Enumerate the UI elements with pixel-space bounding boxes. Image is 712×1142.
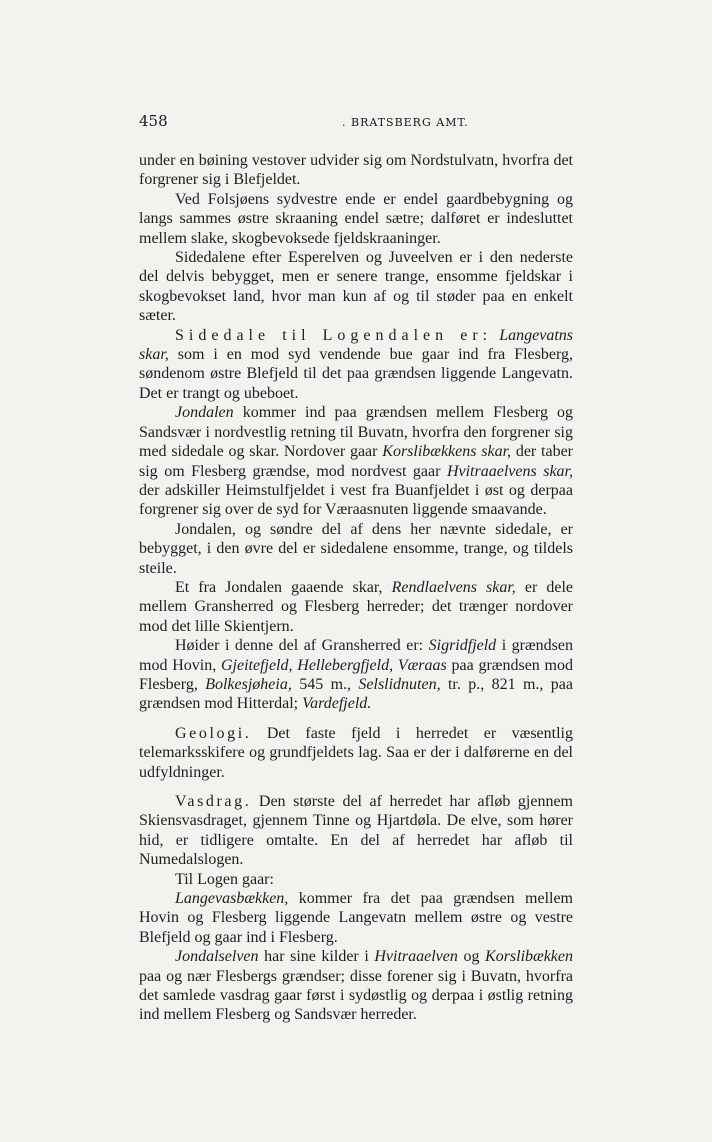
paragraph <box>139 889 573 947</box>
paragraph <box>139 403 573 519</box>
spaced-heading: Geologi. <box>175 724 252 742</box>
text-run: tr. p., 821 m., paa grændsen mod Hitterdal; <box>139 675 573 713</box>
italic-place-name: Jondalselven <box>175 948 259 966</box>
paragraph <box>139 636 573 714</box>
paragraph <box>139 190 573 248</box>
italic-place-name: Gjeitefjeld, Hellebergfjeld, Væraas <box>220 656 447 674</box>
page-header <box>139 112 574 134</box>
italic-place-name: Hvitraaelvens skar, <box>446 462 573 480</box>
text-run: paa og nær Flesbergs grændser; disse forener sig i Buvatn, hvorfra det samlede vasdrag gaar først i sydøstlig og derpaa i østlig retning ind mellem Flesberg og Sandsvær herreder. <box>139 967 573 1024</box>
text-run: kommer ind paa grændsen mellem Flesberg og Sandsvær i nordvestlig retning til Buvatn, hvorfra den forgrener sig med sidedale og skar. Nordover gaar <box>139 404 573 461</box>
text-run: der adskiller Heimstulfjeldet i vest fra Buanfjeldet i øst og derpaa forgrener sig over de syd for Væraasnuten liggende smaavande. <box>139 481 573 519</box>
italic-place-name: Selslidnuten, <box>358 675 441 693</box>
text-run: paa grændsen mod Flesberg, <box>139 656 574 693</box>
paragraph <box>139 947 573 1025</box>
italic-place-name: Langevasbækken, <box>175 890 289 908</box>
text-run: under en bøining vestover udvider sig om Nordstulvatn, hvorfra det forgrener sig i Blefjeldet. <box>139 152 573 189</box>
spaced-heading: Sidedale til Logendalen er: <box>175 326 493 344</box>
spaced-heading: Vasdrag. <box>175 793 252 810</box>
italic-place-name: Sigridfjeld <box>428 637 497 655</box>
text-run: Høider i denne del af Gransherred er: <box>175 637 429 655</box>
running-head: . BRATSBERG AMT. <box>342 116 469 129</box>
text-run: der taber sig om Flesberg grændse, mod nordvest gaar <box>139 443 574 480</box>
italic-place-name: Bolkesjøheia, <box>205 675 292 693</box>
text-run: Den største del af herredet har afløb gjennem Skiensvasdraget, gjennem Tinne og Hjartdøla. De elve, som hører hid, er tidligere omtalte. En del af herredet har afløb til Numedalslogen. <box>139 793 573 869</box>
paragraph-vasdrag <box>139 792 573 870</box>
text-run: Sidedalene efter Esperelven og Juveelven er i den nederste del delvis bebygget, men er senere trange, ensomme fjeldskar i skogbevokset land, hvor man kun af og til støder paa en enkelt sæter. <box>139 249 573 325</box>
paragraph <box>139 520 573 578</box>
italic-place-name: Korslibækken <box>485 948 574 966</box>
text-run: og <box>457 948 486 966</box>
paragraph <box>139 870 573 889</box>
page-number: 458 <box>139 112 168 130</box>
text-run: Jondalen, og søndre del af dens her nævnte sidedale, er bebygget, i den øvre del er sidedalene ensomme, trange, og tildels steile. <box>139 520 573 577</box>
text-run: i grændsen mod Hovin, <box>139 637 573 674</box>
paragraph <box>139 151 573 190</box>
text-run: Et fra Jondalen gaaende skar, <box>175 578 392 596</box>
italic-place-name: Korslibækkens skar, <box>382 443 512 461</box>
italic-place-name: Vardefjeld. <box>302 695 372 713</box>
italic-place-name: Langevatns skar, <box>139 326 574 364</box>
italic-place-name: Jondalen <box>175 404 234 422</box>
text-run: er dele mellem Gransherred og Flesberg herreder; det trænger nordover mod det lille Skientjern. <box>139 578 573 635</box>
paragraph-geology <box>139 724 573 782</box>
text-run: Til Logen gaar: <box>175 870 274 888</box>
paragraph <box>139 326 573 404</box>
text-run: kommer fra det paa grændsen mellem Hovin og Flesberg liggende Langevatn mellem østre og vestre Blefjeld og gaar ind i Flesberg. <box>139 890 573 946</box>
paragraph <box>139 248 573 326</box>
text-run: Det faste fjeld i herredet er væsentlig telemarksskifere og grundfjeldets lag. Saa er der i dalførerne en del udfyldninger. <box>139 724 573 781</box>
text-run: som i en mod syd vendende bue gaar ind fra Flesberg, søndenom østre Blefjeld til det paa grændsen liggende Langevatn. Det er trangt og ubeboet. <box>139 346 573 402</box>
paragraph <box>139 578 573 636</box>
body-text <box>139 151 573 1025</box>
text-run: Ved Folsjøens sydvestre ende er endel gaardbebygning og langs sammes østre skraaning endel sætre; dalføret er indesluttet mellem slake, skogbevoksede fjeldskraaninger. <box>139 190 573 247</box>
italic-place-name: Hvitraaelven <box>374 948 458 966</box>
text-run: har sine kilder i <box>258 948 375 966</box>
italic-place-name: Rendlaelvens skar, <box>391 578 516 596</box>
text-run: 545 m., <box>291 675 359 693</box>
